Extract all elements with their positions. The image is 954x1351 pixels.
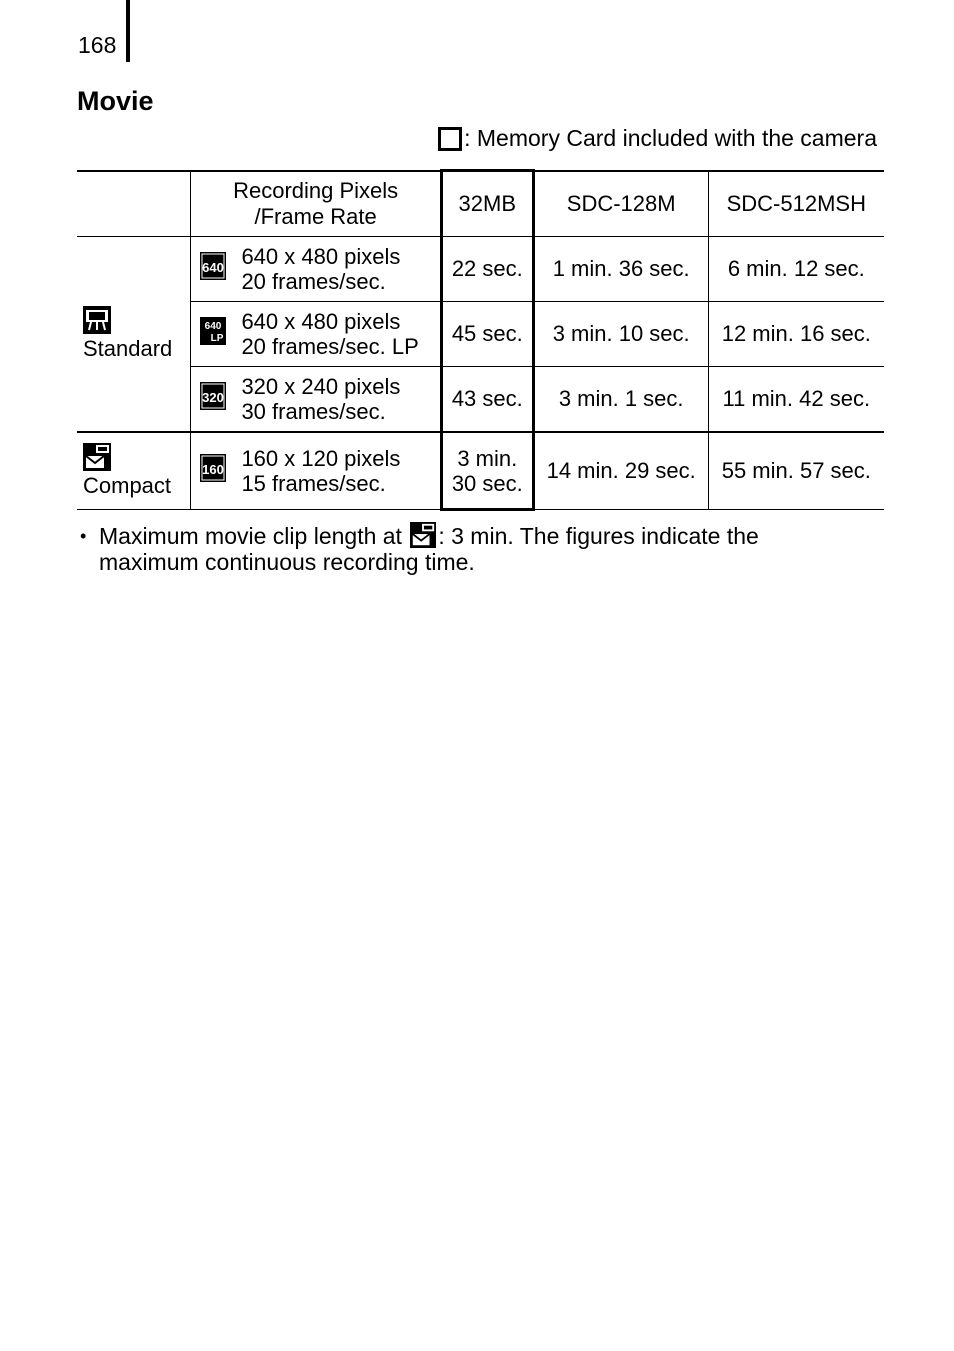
header-32mb: 32MB xyxy=(441,171,533,237)
footnote-text xyxy=(99,521,859,575)
160-icon xyxy=(200,454,226,482)
spec-cell xyxy=(235,367,441,433)
spec-cell xyxy=(235,432,441,510)
time-32mb: 22 sec. xyxy=(441,237,533,302)
header-sdc-128m: SDC-128M xyxy=(533,171,708,237)
time-sdc-512msh: 55 min. 57 sec. xyxy=(708,432,884,510)
time-sdc-128m: 3 min. 10 sec. xyxy=(533,302,708,367)
section-title: Movie xyxy=(77,86,154,116)
mode-standard xyxy=(77,237,191,433)
footnote-text-before: Maximum movie clip length at xyxy=(99,523,409,549)
spec-frame-rate: 15 frames/sec. xyxy=(241,471,386,496)
time-sdc-512msh: 11 min. 42 sec. xyxy=(708,367,884,433)
header-recording-pixels xyxy=(191,171,441,237)
header-empty-cell xyxy=(77,171,191,237)
svg-text:LP: LP xyxy=(211,333,224,344)
time-32mb: 45 sec. xyxy=(441,302,533,367)
page-number: 168 xyxy=(78,32,117,58)
compact-movie-icon xyxy=(83,443,111,471)
mode-standard-label: Standard xyxy=(83,336,173,361)
header-recording-pixels-line1: Recording Pixels xyxy=(233,177,399,203)
table-row xyxy=(77,237,884,302)
spec-pixels: 160 x 120 pixels xyxy=(241,446,401,471)
page-number-bar xyxy=(126,0,130,62)
time-32mb-line1: 3 min. xyxy=(457,445,518,471)
memory-card-icon xyxy=(438,127,462,151)
spec-frame-rate: 30 frames/sec. xyxy=(241,399,386,424)
svg-text:640: 640 xyxy=(205,321,222,332)
time-sdc-512msh: 6 min. 12 sec. xyxy=(708,237,884,302)
mode-compact xyxy=(77,432,191,510)
time-sdc-128m: 1 min. 36 sec. xyxy=(533,237,708,302)
header-recording-pixels-line2: /Frame Rate xyxy=(254,203,377,229)
spec-cell xyxy=(235,302,441,367)
table-row xyxy=(77,432,884,510)
memory-card-legend xyxy=(438,125,877,152)
header-sdc-512msh: SDC-512MSH xyxy=(708,171,884,237)
spec-frame-rate: 20 frames/sec. xyxy=(241,269,386,294)
svg-text:640: 640 xyxy=(202,260,225,275)
time-32mb-line2: 30 sec. xyxy=(451,470,523,496)
spec-pixels: 640 x 480 pixels xyxy=(241,244,401,269)
svg-text:320: 320 xyxy=(202,390,225,405)
640-lp-icon xyxy=(200,317,226,345)
time-32mb xyxy=(441,432,533,510)
table-row xyxy=(77,302,884,367)
time-sdc-128m: 14 min. 29 sec. xyxy=(533,432,708,510)
640-icon xyxy=(200,252,226,280)
time-sdc-512msh: 12 min. 16 sec. xyxy=(708,302,884,367)
spec-cell xyxy=(235,237,441,302)
footnote-text-after: : 3 min. The figures indicate the maximum continuous recording time. xyxy=(99,523,759,575)
standard-movie-icon xyxy=(83,306,111,334)
bullet: • xyxy=(80,526,87,546)
spec-pixels: 320 x 240 pixels xyxy=(241,374,401,399)
footnote xyxy=(80,521,859,575)
svg-text:160: 160 xyxy=(202,462,225,477)
spec-pixels: 640 x 480 pixels xyxy=(241,309,401,334)
time-32mb: 43 sec. xyxy=(441,367,533,433)
table-row xyxy=(77,367,884,433)
table-header-row xyxy=(77,171,884,237)
spec-frame-rate: 20 frames/sec. LP xyxy=(241,334,419,359)
time-sdc-128m: 3 min. 1 sec. xyxy=(533,367,708,433)
320-icon xyxy=(200,382,226,410)
compact-movie-icon xyxy=(410,521,436,549)
recording-time-table xyxy=(77,169,884,511)
legend-text: : Memory Card included with the camera xyxy=(464,125,877,151)
mode-compact-label: Compact xyxy=(83,473,172,498)
